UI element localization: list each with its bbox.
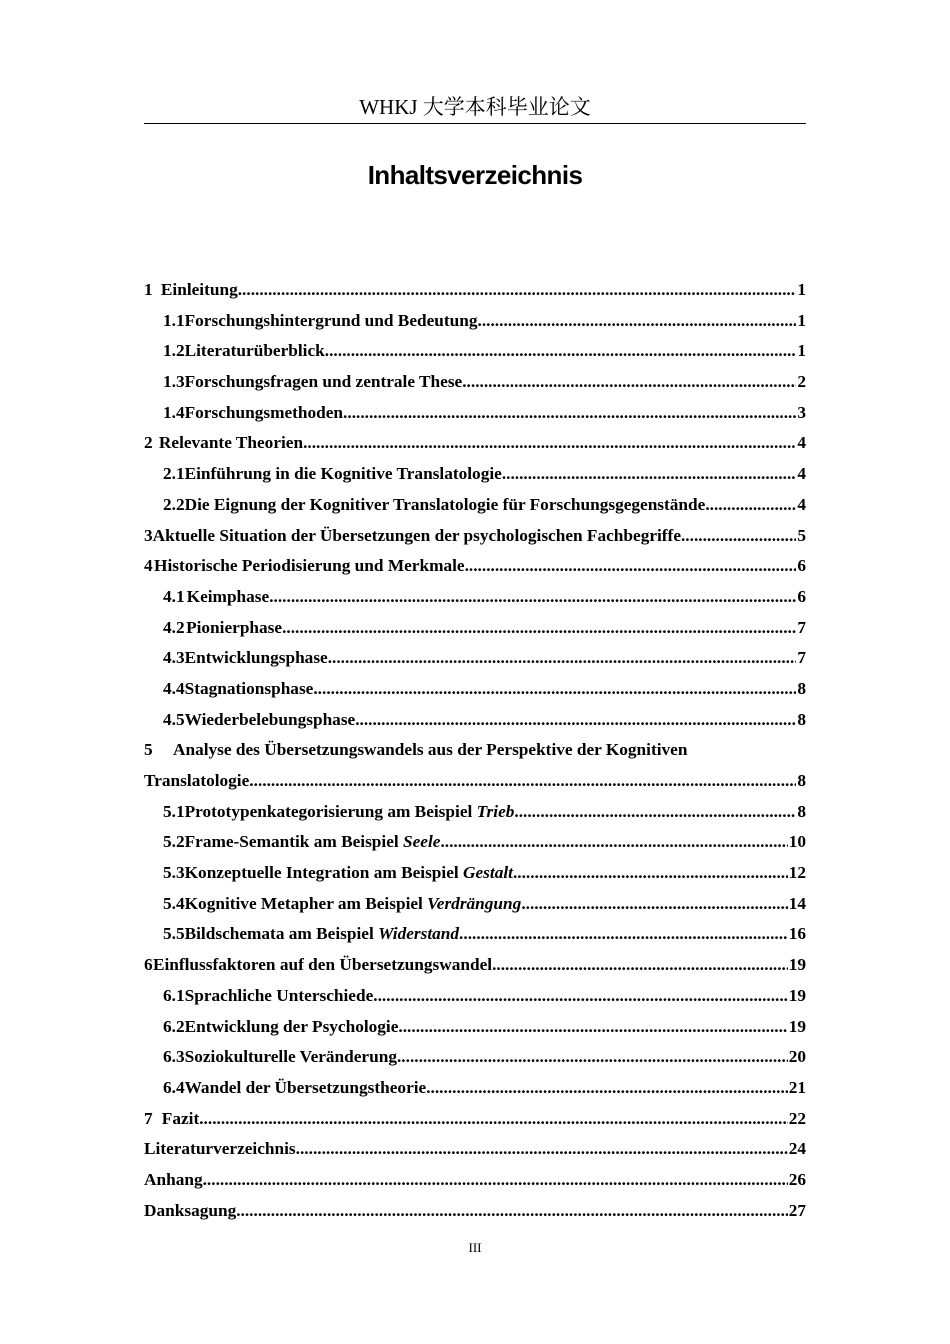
toc-entry-number: 6.1: [163, 985, 185, 1005]
toc-entry[interactable]: [144, 306, 806, 337]
toc-entry-title-text: Analyse des Übersetzungswandels aus der Perspektive der Kognitiven: [173, 740, 688, 760]
toc-entry[interactable]: [144, 919, 806, 950]
toc-entry-number: 4.1: [163, 586, 185, 606]
toc-entry[interactable]: [144, 521, 806, 552]
toc-dot-leader: [426, 1073, 788, 1104]
toc-entry-title-text: Aktuelle Situation der Übersetzungen der psychologischen Fachbegriffe: [152, 525, 681, 545]
toc-entry-title-text: Fazit: [161, 1108, 200, 1128]
toc-entry-page: 3: [797, 402, 806, 422]
toc-entry-title: [185, 306, 478, 337]
toc-entry-title-text: Prototypenkategorisierung am Beispiel: [184, 801, 477, 821]
toc-entry-title-text: Wiederbelebungsphase: [184, 709, 356, 729]
page-header: WHKJ 大学本科毕业论文: [144, 93, 806, 124]
toc-entry-title: [185, 367, 463, 398]
toc-entry-title-text: Entwicklungsphase: [184, 648, 328, 668]
toc-entry-number: 2.2: [163, 494, 185, 514]
toc-entry-title: [185, 981, 374, 1012]
toc-entry-number: 6.4: [163, 1077, 185, 1097]
toc-entry[interactable]: [144, 797, 806, 828]
toc-entry-page: 1: [797, 280, 806, 299]
toc-entry-number: 5.1: [163, 801, 185, 821]
toc-entry-title: [185, 889, 522, 920]
toc-dot-leader: [492, 950, 788, 981]
toc-entry-title-text: Pionierphase: [186, 617, 283, 637]
toc-entry-number: 5.2: [163, 832, 185, 852]
toc-entry-title: [153, 950, 492, 981]
toc-entry-title: [185, 398, 343, 429]
toc-entry-title-italic: Verdrängung: [427, 893, 522, 913]
toc-entry-title: [161, 275, 238, 306]
toc-entry-title-text: Danksagung: [144, 1200, 237, 1220]
toc-entry-title-text: Sprachliche Unterschiede: [184, 985, 374, 1005]
toc-entry-title: [144, 1165, 203, 1196]
toc-entry-page: 8: [797, 709, 806, 729]
toc-entry-title-text: Literaturverzeichnis: [144, 1139, 296, 1159]
toc-entry[interactable]: [144, 950, 806, 981]
toc-entry-title: [144, 1134, 296, 1165]
toc-entry-title-text: Kognitive Metapher am Beispiel: [184, 893, 428, 913]
toc-entry-number: 4.4: [163, 678, 185, 698]
toc-entry-title-text: Wandel der Übersetzungstheorie: [184, 1077, 427, 1097]
toc-entry-number: 5.4: [163, 893, 185, 913]
toc-entry[interactable]: [144, 336, 806, 367]
toc-entry[interactable]: [144, 705, 806, 736]
toc-entry-number: 6: [144, 955, 153, 975]
toc-dot-leader: [478, 306, 797, 337]
toc-entry-title: [144, 1196, 236, 1227]
toc-entry-page: 1: [797, 341, 806, 361]
toc-entry-title: [185, 919, 459, 950]
toc-entry-number: 1.4: [163, 402, 185, 422]
toc-entry[interactable]: [144, 428, 806, 459]
toc-entry-page: 6: [797, 556, 806, 576]
toc-entry-page: 7: [797, 648, 806, 668]
toc-dot-leader: [502, 459, 797, 490]
toc-entry-title: [153, 521, 681, 552]
toc-entry-title-text: Frame-Semantik am Beispiel: [184, 832, 403, 852]
toc-entry[interactable]: [144, 459, 806, 490]
toc-entry-page: 7: [797, 617, 806, 637]
toc-entry-number: 3: [144, 525, 153, 545]
toc-entry[interactable]: [144, 889, 806, 920]
toc-entry-title-italic: Widerstand: [378, 924, 460, 944]
toc-entry-number: 7: [144, 1108, 153, 1128]
toc-entry-page: 8: [797, 678, 806, 698]
toc-entry-page: 21: [788, 1077, 806, 1097]
toc-entry-number: 5.3: [163, 863, 185, 883]
toc-entry-title: [185, 336, 325, 367]
toc-entry-page: 4: [797, 494, 806, 514]
toc-entry-title: [185, 1073, 427, 1104]
toc-entry[interactable]: [144, 551, 806, 582]
toc-entry[interactable]: [144, 981, 806, 1012]
toc-entry-page: 22: [788, 1108, 806, 1128]
toc-entry-title: [185, 705, 356, 736]
toc-entry-number: 4.2: [163, 617, 185, 637]
toc-entry-number: 5: [144, 740, 153, 760]
toc-entry-page: 12: [788, 863, 806, 883]
toc-entry-title: [185, 459, 502, 490]
toc-entry-page: 20: [788, 1047, 806, 1067]
toc-entry-page: 4: [797, 464, 806, 484]
toc-entry-page: 24: [788, 1139, 806, 1159]
toc-entry-title: [144, 766, 249, 797]
toc-entry-title: [185, 1012, 399, 1043]
toc-entry-page: 14: [788, 893, 806, 913]
page-number: III: [468, 1240, 482, 1255]
toc-entry-title-text: Einführung in die Kognitive Translatologie: [184, 464, 502, 484]
toc-entry-title-text: Anhang: [144, 1169, 203, 1189]
toc-entry-title-text: Forschungshintergrund und Bedeutung: [184, 310, 478, 330]
toc-entry-number: 4: [144, 556, 153, 576]
toc-dot-leader: [397, 1042, 788, 1073]
toc-entry-title-text: Translatologie: [144, 771, 250, 790]
toc-entry[interactable]: [144, 367, 806, 398]
toc-entry-title-text: Konzeptuelle Integration am Beispiel: [184, 863, 464, 883]
toc-entry[interactable]: [144, 398, 806, 429]
toc-entry-title: [186, 613, 282, 644]
toc-entry-page: 19: [788, 955, 806, 975]
toc-dot-leader: [465, 551, 797, 582]
toc-entry[interactable]: [144, 674, 806, 705]
toc-dot-leader: [459, 919, 788, 950]
toc-entry-number: 6.2: [163, 1016, 185, 1036]
toc-entry-title-text: Literaturüberblick: [184, 341, 325, 361]
toc-entry[interactable]: [144, 1104, 806, 1135]
toc-entry-title: [185, 490, 706, 521]
toc-entry-page: 6: [797, 586, 806, 606]
toc-entry-title-text: Soziokulturelle Veränderung: [184, 1047, 397, 1067]
toc-entry-number: 2: [144, 433, 153, 453]
toc-dot-leader: [199, 1104, 787, 1135]
toc-dot-leader: [513, 858, 788, 889]
toc-entry[interactable]: [144, 613, 806, 644]
toc-entry-title-text: Einleitung: [160, 280, 238, 299]
toc-dot-leader: [521, 889, 787, 920]
toc-entry-page: 27: [788, 1200, 806, 1220]
toc-entry-title-text: Historische Periodisierung und Merkmale: [154, 556, 465, 576]
toc-entry[interactable]: [144, 1196, 806, 1227]
toc-dot-leader: [303, 428, 796, 459]
toc-dot-leader: [313, 674, 796, 705]
toc-entry[interactable]: [144, 827, 806, 858]
toc-entry-title: [185, 1042, 397, 1073]
toc-dot-leader: [373, 981, 787, 1012]
toc-entry[interactable]: [144, 275, 806, 306]
toc-entry[interactable]: [144, 1042, 806, 1073]
toc-entry[interactable]: [144, 490, 806, 521]
toc-dot-leader: [249, 766, 796, 797]
toc-dot-leader: [705, 490, 796, 521]
toc-entry-number: 6.3: [163, 1047, 185, 1067]
table-of-contents: [144, 275, 806, 1226]
toc-entry-page: 4: [797, 433, 806, 453]
toc-dot-leader: [514, 797, 796, 828]
toc-entry-title-text: Stagnationsphase: [184, 678, 314, 698]
toc-entry[interactable]: [144, 582, 806, 613]
toc-entry-title: [154, 551, 465, 582]
toc-entry-number: 5.5: [163, 924, 185, 944]
toc-dot-leader: [325, 336, 797, 367]
toc-entry[interactable]: [144, 1134, 806, 1165]
toc-title: Inhaltsverzeichnis: [367, 160, 583, 190]
toc-entry-title-text: Einflussfaktoren auf den Übersetzungswandel: [152, 955, 493, 975]
toc-entry-number: 4.3: [163, 648, 185, 668]
toc-entry-title-italic: Trieb: [476, 801, 515, 821]
toc-entry-number: 1.1: [163, 310, 185, 330]
toc-entry[interactable]: [144, 858, 806, 889]
toc-entry-title: [187, 582, 270, 613]
toc-entry[interactable]: [144, 1165, 806, 1196]
toc-entry-title-text: Forschungsmethoden: [184, 402, 344, 422]
toc-entry-title-text: Forschungsfragen und zentrale These: [184, 372, 463, 392]
toc-dot-leader: [343, 398, 796, 429]
toc-entry[interactable]: [144, 766, 806, 797]
toc-entry-title: [185, 643, 328, 674]
toc-entry-number: 2.1: [163, 464, 185, 484]
toc-entry-page: 19: [788, 985, 806, 1005]
toc-dot-leader: [462, 367, 796, 398]
toc-dot-leader: [398, 1012, 787, 1043]
toc-entry-title-italic: Seele: [403, 832, 441, 852]
toc-dot-leader: [296, 1134, 788, 1165]
toc-entry-page: 1: [797, 310, 806, 330]
toc-entry-title-text: Bildschemata am Beispiel: [184, 924, 379, 944]
toc-dot-leader: [203, 1165, 788, 1196]
toc-entry-title-text: Entwicklung der Psychologie: [184, 1016, 399, 1036]
toc-entry-page: 16: [788, 924, 806, 944]
toc-entry-page: 19: [788, 1016, 806, 1036]
toc-entry-number: 1.2: [163, 341, 185, 361]
toc-entry[interactable]: [144, 643, 806, 674]
toc-entry[interactable]: [144, 735, 806, 766]
toc-entry-title: [173, 735, 687, 766]
toc-entry-page: 8: [797, 771, 806, 790]
toc-dot-leader: [269, 582, 796, 613]
toc-entry-page: 5: [797, 525, 806, 545]
toc-entry-title: [185, 827, 441, 858]
toc-dot-leader: [236, 1196, 788, 1227]
toc-entry-page: 10: [788, 832, 806, 852]
toc-dot-leader: [282, 613, 796, 644]
toc-entry-title-text: Die Eignung der Kognitiver Translatologie für Forschungsgegenstände: [184, 494, 706, 514]
toc-dot-leader: [328, 643, 797, 674]
toc-entry-title: [185, 797, 515, 828]
toc-entry-title: [162, 1104, 199, 1135]
toc-entry-title: [185, 674, 314, 705]
toc-entry-page: 26: [788, 1169, 806, 1189]
toc-entry-title: [185, 858, 513, 889]
toc-dot-leader: [681, 521, 796, 552]
toc-entry-page: 8: [797, 801, 806, 821]
toc-entry-title-text: Relevante Theorien: [158, 433, 304, 453]
toc-dot-leader: [440, 827, 787, 858]
toc-entry[interactable]: [144, 1012, 806, 1043]
toc-entry-title-text: Keimphase: [186, 586, 270, 606]
toc-entry-page: 2: [797, 372, 806, 392]
toc-entry-number: 1: [144, 280, 153, 299]
toc-dot-leader: [238, 275, 797, 306]
toc-entry-title-italic: Gestalt: [463, 863, 513, 883]
toc-dot-leader: [355, 705, 796, 736]
toc-entry[interactable]: [144, 1073, 806, 1104]
toc-entry-number: 4.5: [163, 709, 185, 729]
toc-entry-number: 1.3: [163, 372, 185, 392]
toc-entry-title: [159, 428, 303, 459]
